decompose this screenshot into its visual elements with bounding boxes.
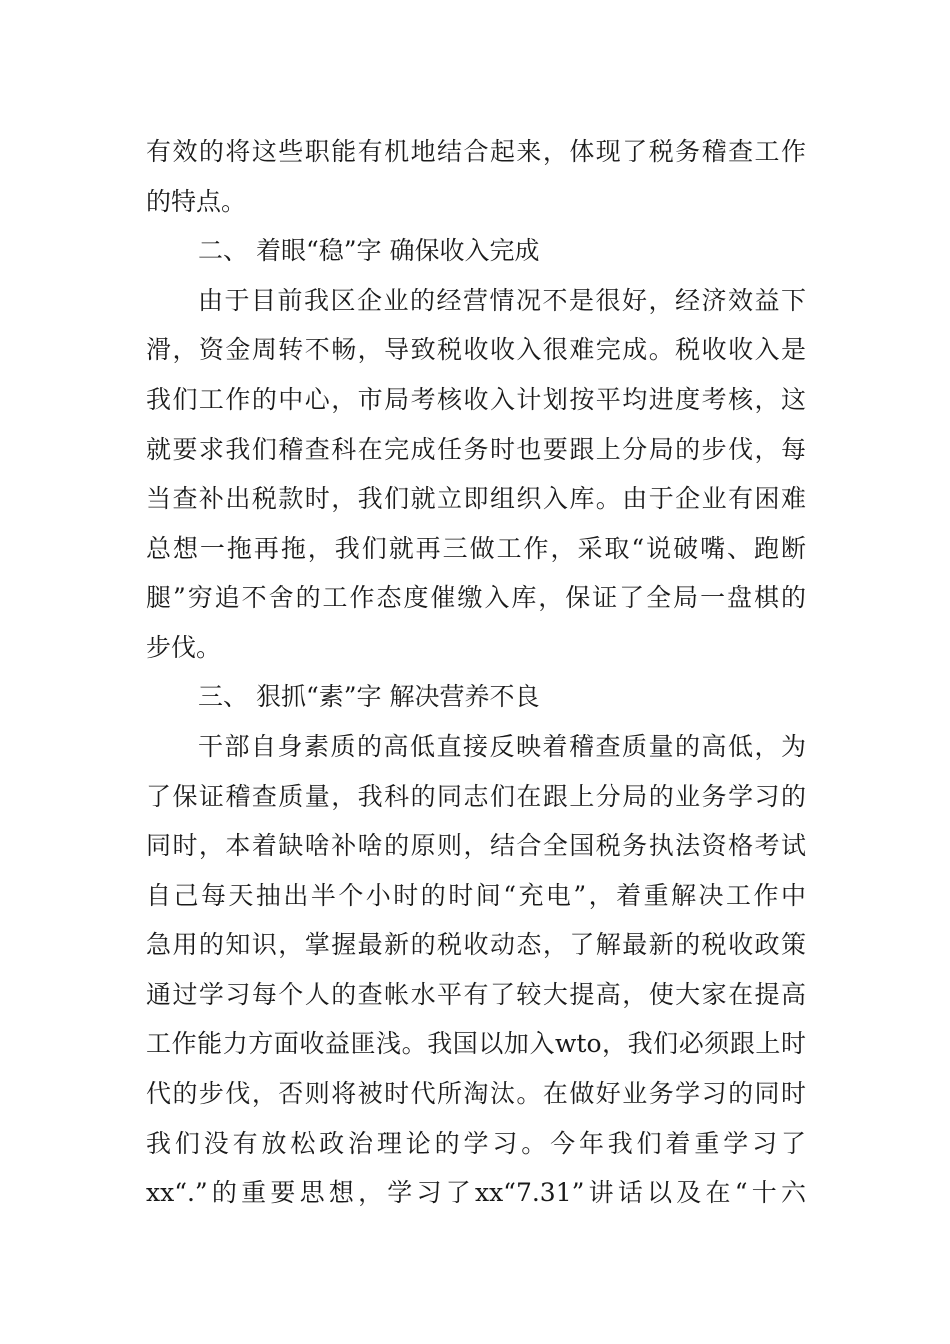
body-text-line: 就要求我们稽查科在完成任务时也要跟上分局的步伐，每 [146,435,806,464]
body-text-line: 的特点。 [146,187,247,216]
body-text-line: 通过学习每个人的查帐水平有了较大提高，使大家在提高 [146,980,806,1009]
body-text-line: xx“.”的重要思想，学习了xx“7.31”讲话以及在“十六 [146,1178,806,1207]
body-text-line: 步伐。 [146,633,222,662]
body-text-line: 自己每天抽出半个小时的时间“充电”，着重解决工作中 [146,881,806,910]
body-text-line: 干部自身素质的高低直接反映着稽查质量的高低，为 [198,732,806,761]
body-text-line: 了保证稽查质量，我科的同志们在跟上分局的业务学习的 [146,782,806,811]
body-text-line: 我们工作的中心，市局考核收入计划按平均进度考核，这 [146,385,806,414]
body-text-line: 由于目前我区企业的经营情况不是很好，经济效益下 [198,286,806,315]
body-text-line: 腿”穷追不舍的工作态度催缴入库，保证了全局一盘棋的 [146,583,806,612]
section-heading: 二、 着眼“稳”字 确保收入完成 [198,236,540,265]
body-text-line: 同时，本着缺啥补啥的原则，结合全国税务执法资格考试 [146,831,806,860]
body-text-line: 有效的将这些职能有机地结合起来，体现了税务稽查工作 [146,137,806,166]
body-text-line: 代的步伐，否则将被时代所淘汰。在做好业务学习的同时 [146,1079,806,1108]
body-text-line: 当查补出税款时，我们就立即组织入库。由于企业有困难 [146,484,806,513]
body-text-line: 我们没有放松政治理论的学习。今年我们着重学习了 [146,1129,806,1158]
body-text-line: 滑，资金周转不畅，导致税收收入很难完成。税收收入是 [146,335,806,364]
body-text-line: 总想一拖再拖，我们就再三做工作，采取“说破嘴、跑断 [146,534,806,563]
section-heading: 三、 狠抓“素”字 解决营养不良 [198,682,540,711]
body-text-line: 急用的知识，掌握最新的税收动态，了解最新的税收政策 [146,930,806,959]
body-text-line: 工作能力方面收益匪浅。我国以加入wto，我们必须跟上时 [146,1029,806,1058]
